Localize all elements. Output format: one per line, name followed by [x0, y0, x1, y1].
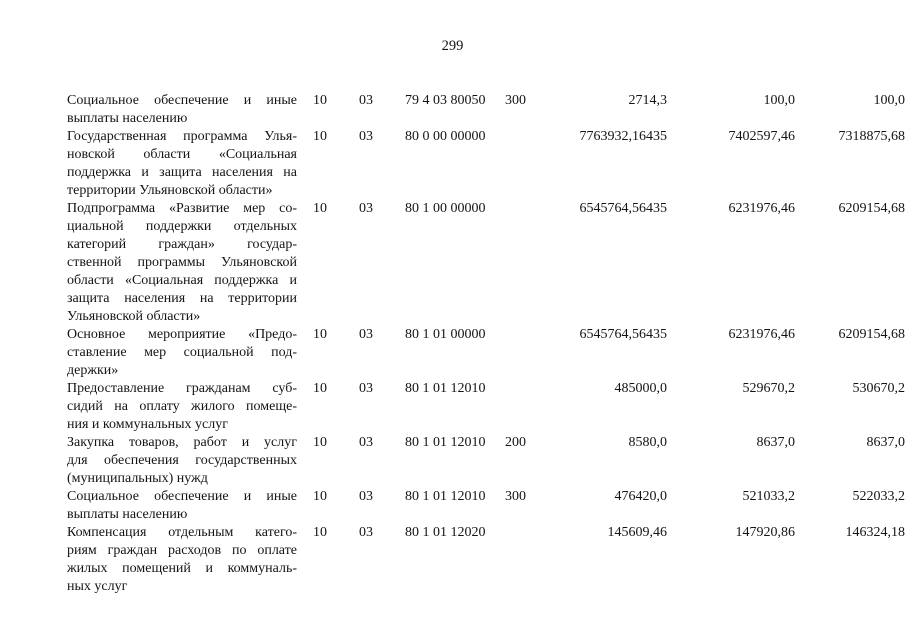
subsection-code: 03 [359, 93, 373, 108]
row-name-line: поддержка и защита населения на [67, 165, 297, 180]
subsection-code: 03 [359, 327, 373, 342]
expense-type-code: 200 [505, 435, 526, 450]
row-name-line: ставление мер социальной под- [67, 345, 297, 360]
page-number: 299 [441, 38, 464, 54]
subsection-code: 03 [359, 129, 373, 144]
row-name-line: ных услуг [67, 579, 128, 594]
section-code: 10 [313, 201, 327, 216]
row-name-line: циальной поддержки отдельных [67, 219, 297, 234]
amount-year-3: 530670,2 [852, 381, 905, 396]
target-article-code: 80 0 00 00000 [405, 129, 486, 144]
amount-year-2: 147920,86 [735, 525, 795, 540]
table-row [67, 488, 905, 524]
target-article-code: 79 4 03 80050 [405, 93, 486, 108]
row-name-line: сидий на оплату жилого помеще- [67, 399, 297, 414]
amount-year-2: 6231976,46 [728, 201, 795, 216]
row-name-line: Компенсация отдельным катего- [67, 525, 297, 540]
section-code: 10 [313, 381, 327, 396]
subsection-code: 03 [359, 201, 373, 216]
section-code: 10 [313, 129, 327, 144]
row-name-line: защита населения на территории [67, 291, 297, 306]
table-row [67, 380, 905, 434]
section-code: 10 [313, 489, 327, 504]
subsection-code: 03 [359, 489, 373, 504]
table-row [67, 128, 905, 200]
budget-table [67, 92, 905, 596]
amount-year-1: 7763932,16435 [579, 129, 667, 144]
table-row [67, 434, 905, 488]
row-name [67, 488, 297, 524]
expense-type-code: 300 [505, 93, 526, 108]
expense-type-code [505, 326, 539, 380]
amount-year-2: 6231976,46 [728, 327, 795, 342]
expense-type-code [505, 380, 539, 434]
row-name [67, 380, 297, 434]
subsection-code: 03 [359, 381, 373, 396]
subsection-code: 03 [359, 525, 373, 540]
amount-year-2: 521033,2 [742, 489, 795, 504]
row-name-line: ственной программы Ульяновской [67, 255, 297, 270]
amount-year-1: 145609,46 [607, 525, 667, 540]
row-name-line: Основное мероприятие «Предо- [67, 327, 297, 342]
table-row [67, 200, 905, 326]
row-name-line: Подпрограмма «Развитие мер со- [67, 201, 297, 216]
row-name-line: Закупка товаров, работ и услуг [67, 435, 297, 450]
row-name [67, 524, 297, 596]
row-name [67, 326, 297, 380]
expense-type-code [505, 524, 539, 596]
target-article-code: 80 1 01 12010 [405, 381, 486, 396]
section-code: 10 [313, 93, 327, 108]
amount-year-3: 8637,0 [866, 435, 905, 450]
target-article-code: 80 1 00 00000 [405, 201, 486, 216]
target-article-code: 80 1 01 12010 [405, 489, 486, 504]
amount-year-3: 100,0 [873, 93, 905, 108]
row-name-line: новской области «Социальная [67, 147, 297, 162]
amount-year-1: 476420,0 [614, 489, 667, 504]
row-name-line: жилых помещений и коммуналь- [67, 561, 297, 576]
row-name-line: Социальное обеспечение и иные [67, 93, 297, 108]
amount-year-3: 146324,18 [845, 525, 905, 540]
row-name-line: для обеспечения государственных [67, 453, 297, 468]
row-name [67, 434, 297, 488]
target-article-code: 80 1 01 12020 [405, 525, 486, 540]
row-name-line: ния и коммунальных услуг [67, 417, 228, 432]
row-name-line: выплаты населению [67, 111, 188, 126]
amount-year-2: 8637,0 [756, 435, 795, 450]
amount-year-2: 100,0 [763, 93, 795, 108]
row-name-line: Предоставление гражданам суб- [67, 381, 297, 396]
row-name-line: Государственная программа Улья- [67, 129, 297, 144]
row-name-line: (муниципальных) нужд [67, 471, 208, 486]
amount-year-1: 6545764,56435 [579, 327, 667, 342]
subsection-code: 03 [359, 435, 373, 450]
amount-year-3: 522033,2 [852, 489, 905, 504]
expense-type-code [505, 200, 539, 326]
section-code: 10 [313, 435, 327, 450]
row-name-line: выплаты населению [67, 507, 188, 522]
table-row [67, 92, 905, 128]
row-name-line: риям граждан расходов по оплате [67, 543, 297, 558]
section-code: 10 [313, 327, 327, 342]
budget-table-body [67, 92, 905, 596]
target-article-code: 80 1 01 00000 [405, 327, 486, 342]
table-row [67, 524, 905, 596]
row-name [67, 92, 297, 128]
table-row [67, 326, 905, 380]
amount-year-2: 529670,2 [742, 381, 795, 396]
amount-year-2: 7402597,46 [728, 129, 795, 144]
amount-year-3: 7318875,68 [838, 129, 905, 144]
row-name-line: области «Социальная поддержка и [67, 273, 297, 288]
section-code: 10 [313, 525, 327, 540]
amount-year-1: 485000,0 [614, 381, 667, 396]
expense-type-code: 300 [505, 489, 526, 504]
amount-year-1: 6545764,56435 [579, 201, 667, 216]
row-name [67, 128, 297, 200]
row-name [67, 200, 297, 326]
row-name-line: Ульяновской области» [67, 309, 201, 324]
row-name-line: категорий граждан» государ- [67, 237, 297, 252]
row-name-line: территории Ульяновской области» [67, 183, 273, 198]
amount-year-1: 2714,3 [628, 93, 667, 108]
target-article-code: 80 1 01 12010 [405, 435, 486, 450]
row-name-line: Социальное обеспечение и иные [67, 489, 297, 504]
amount-year-1: 8580,0 [628, 435, 667, 450]
expense-type-code [505, 128, 539, 200]
amount-year-3: 6209154,68 [838, 201, 905, 216]
amount-year-3: 6209154,68 [838, 327, 905, 342]
row-name-line: держки» [67, 363, 119, 378]
